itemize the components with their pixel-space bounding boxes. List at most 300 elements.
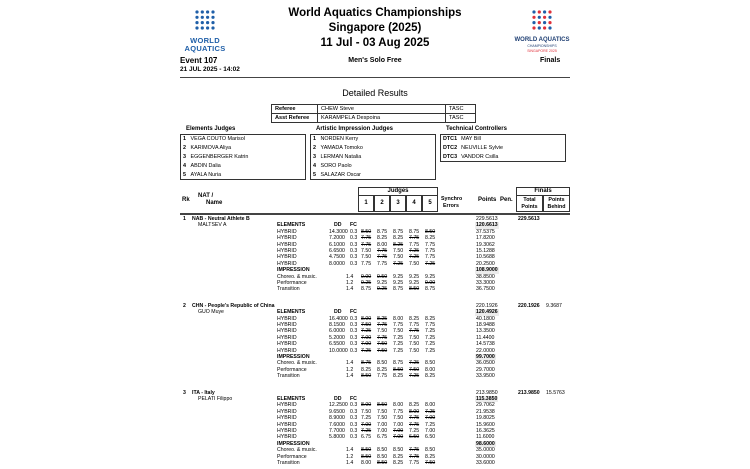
judge-score: 8.75 bbox=[393, 228, 404, 235]
col-dd-label: DD bbox=[334, 222, 342, 229]
judge-score: 8.00 bbox=[393, 315, 404, 322]
judge-score: 8.75 bbox=[409, 228, 420, 235]
element-fc: 0.3 bbox=[350, 260, 358, 267]
judge-score: 8.25 bbox=[425, 315, 436, 322]
col-nat: NAT / bbox=[198, 193, 214, 199]
judge-score: 8.25 bbox=[409, 402, 420, 409]
judge-score: 8.25 bbox=[409, 315, 420, 322]
element-label: HYBRID bbox=[277, 428, 297, 434]
judge-score: 9.25 bbox=[409, 280, 420, 286]
judge-score: 7.75 bbox=[409, 241, 420, 248]
element-points: 11.4400 bbox=[476, 334, 495, 341]
judge-score: 7.25 bbox=[409, 248, 420, 254]
judge-score: 7.50 bbox=[425, 460, 436, 466]
impression-label: IMPRESSION bbox=[277, 267, 310, 274]
element-points: 13.3500 bbox=[476, 328, 495, 335]
judge-number: 2 bbox=[313, 145, 316, 151]
judge-row bbox=[441, 153, 566, 162]
judge-score: 7.25 bbox=[393, 347, 404, 354]
judge-score: 7.25 bbox=[425, 334, 436, 341]
col-judge-3: 3 bbox=[396, 200, 400, 206]
element-dd: 6.0000 bbox=[329, 328, 345, 335]
judge-score: 8.75 bbox=[393, 286, 404, 293]
element-points: 29.7062 bbox=[476, 402, 495, 409]
impression-weight: 1.4 bbox=[346, 286, 354, 293]
judge-score: 7.75 bbox=[361, 260, 372, 267]
judge-row bbox=[441, 135, 566, 144]
judge-score: 7.50 bbox=[393, 254, 404, 261]
athlete-nat: NAB - Neutral Athlete B bbox=[192, 216, 250, 222]
judge-score: 7.75 bbox=[425, 241, 436, 248]
impression-points: 33.9500 bbox=[476, 373, 495, 380]
col-total: Total bbox=[523, 197, 536, 203]
element-dd: 7.7000 bbox=[329, 428, 345, 434]
element-fc: 0.3 bbox=[350, 241, 358, 248]
judge-score: 7.75 bbox=[409, 328, 420, 335]
element-fc: 0.3 bbox=[350, 235, 358, 242]
judge-score: 7.50 bbox=[409, 347, 420, 354]
rank: 3 bbox=[183, 389, 186, 396]
judge-score: 7.75 bbox=[425, 248, 436, 254]
event-datetime: 21 JUL 2025 - 14:02 bbox=[180, 66, 240, 73]
judge-score: 9.00 bbox=[425, 280, 436, 286]
elements-judges-title: Elements Judges bbox=[186, 126, 236, 132]
judge-score: 8.75 bbox=[393, 360, 404, 367]
athlete-nat: CHN - People's Republic of China bbox=[192, 302, 275, 309]
judge-score: 7.25 bbox=[393, 334, 404, 341]
judge-score: 7.50 bbox=[409, 260, 420, 267]
judge-score: 7.25 bbox=[425, 347, 436, 354]
judge-score: 7.25 bbox=[425, 328, 436, 335]
judge-score: 8.75 bbox=[425, 286, 436, 293]
impression-row bbox=[0, 373, 750, 379]
impression-points: 108.9000 bbox=[476, 267, 498, 274]
element-dd: 6.6500 bbox=[329, 248, 345, 254]
championship-dates: 11 Jul - 03 Aug 2025 bbox=[320, 37, 430, 49]
judge-score: 8.50 bbox=[361, 373, 372, 380]
judge-score: 9.25 bbox=[393, 280, 404, 286]
element-dd: 8.9000 bbox=[329, 415, 345, 422]
judge-row bbox=[181, 153, 306, 162]
judge-score: 7.25 bbox=[409, 254, 420, 261]
col-judge-4: 4 bbox=[412, 200, 416, 206]
impression-item-label: Choreo. & music. bbox=[277, 447, 317, 454]
impression-item-label: Performance bbox=[277, 280, 307, 286]
judge-score: 7.75 bbox=[377, 373, 388, 380]
element-label: HYBRID bbox=[277, 434, 297, 441]
col-penalty: Pen. bbox=[500, 197, 513, 203]
element-dd: 5.8000 bbox=[329, 434, 345, 441]
judge-number: 4 bbox=[313, 163, 316, 169]
element-points: 10.5688 bbox=[476, 254, 495, 261]
judge-score: 8.50 bbox=[361, 453, 372, 460]
element-points: 18.9488 bbox=[476, 322, 495, 328]
col-dd-label: DD bbox=[334, 396, 342, 402]
event-number: Event 107 bbox=[180, 56, 218, 65]
element-label: HYBRID bbox=[277, 248, 297, 254]
impression-points: 98.6000 bbox=[476, 440, 495, 447]
element-dd: 9.6500 bbox=[329, 408, 345, 415]
impression-weight: 1.4 bbox=[346, 447, 354, 454]
judge-score: 7.75 bbox=[393, 408, 404, 415]
element-label: HYBRID bbox=[277, 241, 297, 248]
judge-score: 7.00 bbox=[361, 341, 372, 348]
judge-score: 9.25 bbox=[361, 280, 372, 286]
judge-score: 7.00 bbox=[393, 421, 404, 428]
judge-row bbox=[441, 144, 566, 153]
judge-score: 7.75 bbox=[409, 322, 420, 328]
judge-score: 8.25 bbox=[393, 235, 404, 242]
judge-score: 7.50 bbox=[377, 328, 388, 335]
judge-score: 8.00 bbox=[361, 315, 372, 322]
section-title: Detailed Results bbox=[342, 88, 408, 98]
judge-score: 9.25 bbox=[393, 273, 404, 280]
element-points: 37.5375 bbox=[476, 228, 495, 235]
judge-score: 7.50 bbox=[361, 408, 372, 415]
judge-score: 7.50 bbox=[393, 248, 404, 254]
element-points: 15.1288 bbox=[476, 248, 495, 254]
results-header bbox=[180, 187, 570, 213]
judge-score: 8.50 bbox=[393, 366, 404, 373]
impression-points: 99.7000 bbox=[476, 354, 495, 360]
judge-score: 7.50 bbox=[393, 415, 404, 422]
col-total-points: Points bbox=[521, 204, 538, 210]
judge-number: DTC3 bbox=[443, 153, 458, 160]
logo-text-singapore: SINGAPORE 2025 bbox=[527, 49, 557, 53]
total-points: 229.5613 bbox=[518, 216, 540, 222]
logo-text-aquatics: AQUATICS bbox=[184, 44, 226, 53]
impression-points: 30.0000 bbox=[476, 453, 495, 460]
judge-score: 7.75 bbox=[377, 260, 388, 267]
judge-score: 7.75 bbox=[409, 421, 420, 428]
element-fc: 0.3 bbox=[350, 315, 358, 322]
judge-score: 8.50 bbox=[377, 360, 388, 367]
col-dd-label: DD bbox=[334, 309, 342, 316]
element-fc: 0.3 bbox=[350, 347, 358, 354]
element-dd: 8.0000 bbox=[329, 260, 345, 267]
impression-weight: 1.4 bbox=[346, 460, 354, 466]
total-points: 213.9850 bbox=[518, 389, 540, 396]
judge-score: 8.00 bbox=[361, 402, 372, 409]
judge-score: 7.75 bbox=[409, 415, 420, 422]
judge-score: 7.25 bbox=[409, 428, 420, 434]
judge-score: 7.25 bbox=[425, 408, 436, 415]
judge-score: 7.50 bbox=[361, 248, 372, 254]
impression-points: 36.7500 bbox=[476, 286, 495, 293]
element-points: 16.3625 bbox=[476, 428, 495, 434]
impression-item-label: Transition bbox=[277, 286, 300, 293]
judge-number: 3 bbox=[183, 154, 186, 160]
impression-item-label: Transition bbox=[277, 373, 300, 380]
judge-name: ABDIN Dalia bbox=[190, 163, 221, 169]
impression-weight: 1.2 bbox=[346, 453, 354, 460]
col-errors: Errors bbox=[443, 203, 459, 209]
element-fc: 0.3 bbox=[350, 421, 358, 428]
judge-score: 8.00 bbox=[425, 366, 436, 373]
judge-score: 9.25 bbox=[377, 286, 388, 293]
element-fc: 0.3 bbox=[350, 228, 358, 235]
athlete-nat: ITA - Italy bbox=[192, 389, 215, 396]
judge-score: 8.25 bbox=[393, 241, 404, 248]
element-label: HYBRID bbox=[277, 315, 297, 322]
impression-item-label: Choreo. & music. bbox=[277, 360, 317, 367]
judge-score: 8.25 bbox=[393, 453, 404, 460]
element-label: HYBRID bbox=[277, 322, 297, 328]
judge-score: 8.50 bbox=[377, 402, 388, 409]
judge-score: 8.75 bbox=[361, 360, 372, 367]
element-fc: 0.3 bbox=[350, 428, 358, 434]
world-aquatics-logo bbox=[180, 8, 230, 53]
judge-score: 8.50 bbox=[377, 453, 388, 460]
impression-item-label: Performance bbox=[277, 453, 307, 460]
judge-score: 9.50 bbox=[377, 273, 388, 280]
col-name: Name bbox=[206, 200, 223, 206]
col-fc-label: FC bbox=[350, 309, 357, 316]
judge-score: 8.25 bbox=[361, 366, 372, 373]
judge-score: 7.50 bbox=[409, 334, 420, 341]
element-fc: 0.3 bbox=[350, 341, 358, 348]
element-label: HYBRID bbox=[277, 334, 297, 341]
judge-name: NORDEN Kerry bbox=[320, 136, 359, 143]
judge-row bbox=[311, 162, 436, 171]
impression-label: IMPRESSION bbox=[277, 440, 310, 447]
judge-score: 7.00 bbox=[377, 421, 388, 428]
judge-score: 7.25 bbox=[361, 347, 372, 354]
judge-row bbox=[311, 153, 436, 162]
judge-score: 8.25 bbox=[425, 373, 436, 380]
judge-score: 6.50 bbox=[425, 434, 436, 441]
judge-score: 7.25 bbox=[393, 260, 404, 267]
element-label: HYBRID bbox=[277, 421, 297, 428]
col-synchro: Synchro bbox=[441, 196, 463, 202]
logo-text-world: WORLD bbox=[190, 36, 220, 45]
impression-weight: 1.4 bbox=[346, 273, 354, 280]
col-behind-points: Points bbox=[548, 197, 565, 203]
judge-score: 8.50 bbox=[425, 228, 436, 235]
element-label: HYBRID bbox=[277, 254, 297, 261]
referee-org: TASC bbox=[446, 105, 476, 114]
judge-score: 7.50 bbox=[393, 328, 404, 335]
athlete-name: GUO Muye bbox=[198, 309, 224, 316]
element-points: 11.6000 bbox=[476, 434, 495, 441]
judge-score: 8.50 bbox=[393, 447, 404, 454]
col-finals: Finals bbox=[534, 188, 552, 194]
judge-score: 8.00 bbox=[409, 408, 420, 415]
judge-row bbox=[181, 171, 306, 180]
referee-role: Referee bbox=[272, 105, 318, 114]
judge-row bbox=[181, 144, 306, 153]
judge-score: 7.75 bbox=[409, 235, 420, 242]
element-label: HYBRID bbox=[277, 347, 297, 354]
judge-score: 7.75 bbox=[409, 460, 420, 466]
judge-name: NEUVILLE Sylvie bbox=[461, 145, 504, 151]
element-fc: 0.3 bbox=[350, 254, 358, 261]
event-name: Men's Solo Free bbox=[348, 57, 402, 64]
event-phase: Finals bbox=[540, 57, 561, 64]
championships-mark-icon bbox=[530, 8, 554, 32]
judge-score: 8.00 bbox=[393, 402, 404, 409]
judge-score: 7.50 bbox=[409, 341, 420, 348]
element-fc: 0.3 bbox=[350, 328, 358, 335]
judge-score: 7.25 bbox=[361, 415, 372, 422]
element-points: 21.9538 bbox=[476, 408, 495, 415]
judge-score: 7.50 bbox=[361, 322, 372, 328]
elements-label: ELEMENTS bbox=[277, 309, 306, 316]
element-fc: 0.3 bbox=[350, 408, 358, 415]
judge-row bbox=[311, 135, 436, 144]
judge-number: 5 bbox=[313, 171, 316, 178]
judge-row bbox=[311, 171, 436, 180]
judge-score: 7.00 bbox=[393, 434, 404, 441]
col-points: Points bbox=[478, 197, 497, 203]
referee-name: KARAMPELA Despoina bbox=[318, 114, 446, 123]
judge-score: 7.25 bbox=[425, 341, 436, 348]
judge-score: 6.75 bbox=[361, 434, 372, 441]
judge-score: 8.25 bbox=[393, 373, 404, 380]
impression-points: 38.8500 bbox=[476, 273, 495, 280]
element-points: 22.0000 bbox=[476, 347, 495, 354]
judge-score: 8.00 bbox=[377, 241, 388, 248]
judge-number: 4 bbox=[183, 163, 186, 169]
championship-location: Singapore (2025) bbox=[328, 22, 422, 34]
championships-logo bbox=[512, 8, 572, 54]
element-points: 20.2500 bbox=[476, 260, 495, 267]
element-dd: 16.4000 bbox=[329, 315, 348, 322]
element-label: HYBRID bbox=[277, 402, 297, 409]
judge-row bbox=[181, 162, 306, 171]
judge-score: 9.00 bbox=[361, 273, 372, 280]
referee-table bbox=[271, 104, 476, 123]
impression-label: IMPRESSION bbox=[277, 354, 310, 360]
judge-score: 7.75 bbox=[425, 254, 436, 261]
judge-score: 7.50 bbox=[361, 254, 372, 261]
judge-score: 7.25 bbox=[361, 428, 372, 434]
athlete-name: PELATI Filippo bbox=[198, 396, 233, 402]
elements-points: 115.3850 bbox=[476, 396, 498, 402]
element-fc: 0.3 bbox=[350, 322, 358, 328]
logo-text-world-aquatics: WORLD AQUATICS bbox=[514, 37, 570, 43]
element-dd: 10.0000 bbox=[329, 347, 348, 354]
judge-score: 7.75 bbox=[377, 254, 388, 261]
header-divider bbox=[180, 77, 570, 78]
impression-item-label: Transition bbox=[277, 460, 300, 466]
judge-number: DTC1 bbox=[443, 136, 458, 143]
world-aquatics-mark-icon bbox=[193, 8, 217, 32]
judge-score: 8.75 bbox=[377, 228, 388, 235]
judge-score: 8.50 bbox=[361, 447, 372, 454]
judge-score: 7.50 bbox=[377, 341, 388, 348]
impression-row bbox=[0, 460, 750, 466]
referee-org: TASC bbox=[446, 114, 476, 123]
judge-score: 7.75 bbox=[425, 322, 436, 328]
judge-score: 7.25 bbox=[409, 360, 420, 367]
judge-score: 6.50 bbox=[409, 434, 420, 441]
element-label: HYBRID bbox=[277, 328, 297, 335]
impression-points: 29.7000 bbox=[476, 366, 495, 373]
element-dd: 12.2500 bbox=[329, 402, 348, 409]
judge-number: 1 bbox=[183, 136, 186, 143]
athlete-name: MALTSEV A bbox=[198, 222, 227, 229]
element-dd: 7.2000 bbox=[329, 235, 345, 242]
element-fc: 0.3 bbox=[350, 334, 358, 341]
impression-item-label: Performance bbox=[277, 366, 307, 373]
element-label: HYBRID bbox=[277, 415, 297, 422]
impression-judges-title: Artistic Impression Judges bbox=[316, 126, 394, 132]
impression-points: 36.0500 bbox=[476, 360, 495, 367]
judge-score: 7.25 bbox=[393, 341, 404, 348]
judge-score: 7.00 bbox=[425, 415, 436, 422]
judge-name: KARIMOVA Aliya bbox=[190, 145, 232, 151]
judge-score: 7.00 bbox=[361, 334, 372, 341]
judge-name: AYALA Nuria bbox=[190, 171, 222, 178]
elements-judges-table bbox=[180, 134, 306, 180]
elements-points: 120.6613 bbox=[476, 222, 498, 229]
judge-score: 8.25 bbox=[393, 460, 404, 466]
element-points: 15.9600 bbox=[476, 421, 495, 428]
judge-name: LERMAN Natalia bbox=[320, 154, 362, 160]
judge-score: 7.00 bbox=[425, 428, 436, 434]
impression-item-label: Choreo. & music. bbox=[277, 273, 317, 280]
element-label: HYBRID bbox=[277, 228, 297, 235]
elements-label: ELEMENTS bbox=[277, 396, 306, 402]
points-behind: 15.5763 bbox=[546, 389, 565, 396]
judge-score: 8.25 bbox=[425, 453, 436, 460]
col-judge-2: 2 bbox=[380, 200, 384, 206]
judge-name: MAY Bill bbox=[461, 136, 481, 143]
element-fc: 0.3 bbox=[350, 434, 358, 441]
element-points: 19.8025 bbox=[476, 415, 495, 422]
impression-points: 35.0000 bbox=[476, 447, 495, 454]
judge-score: 7.75 bbox=[377, 248, 388, 254]
judge-score: 7.75 bbox=[361, 235, 372, 242]
referee-name: CHEW Steve bbox=[318, 105, 446, 114]
judge-name: SORO Paolo bbox=[320, 163, 352, 169]
judge-score: 7.25 bbox=[361, 328, 372, 335]
judge-score: 8.25 bbox=[377, 366, 388, 373]
judge-score: 7.50 bbox=[377, 408, 388, 415]
judge-score: 7.75 bbox=[409, 453, 420, 460]
total-points: 220.1926 bbox=[518, 302, 540, 309]
technical-controllers-table bbox=[440, 134, 566, 162]
impression-points: 33.3000 bbox=[476, 280, 495, 286]
judge-score: 8.00 bbox=[361, 460, 372, 466]
element-fc: 0.3 bbox=[350, 248, 358, 254]
judge-score: 8.50 bbox=[409, 286, 420, 293]
element-label: HYBRID bbox=[277, 235, 297, 242]
col-judge-5: 5 bbox=[428, 200, 432, 206]
referee-role: Asst Referee bbox=[272, 114, 318, 123]
judge-name: EGGENBERGER Katrin bbox=[190, 154, 249, 160]
element-points: 40.1800 bbox=[476, 315, 495, 322]
judge-score: 8.25 bbox=[377, 235, 388, 242]
judge-score: 7.00 bbox=[361, 421, 372, 428]
judge-score: 8.75 bbox=[361, 286, 372, 293]
impression-weight: 1.4 bbox=[346, 373, 354, 380]
judge-name: SALAZAR Oscar bbox=[320, 171, 361, 178]
referee-row bbox=[272, 105, 476, 114]
judge-score: 8.25 bbox=[425, 235, 436, 242]
element-dd: 6.1000 bbox=[329, 241, 345, 248]
element-points: 17.8200 bbox=[476, 235, 495, 242]
element-points: 14.5738 bbox=[476, 341, 495, 348]
athlete-points: 229.5613 bbox=[476, 216, 498, 222]
judge-number: DTC2 bbox=[443, 145, 458, 151]
judge-score: 8.50 bbox=[425, 360, 436, 367]
col-fc-label: FC bbox=[350, 396, 357, 402]
element-fc: 0.3 bbox=[350, 402, 358, 409]
judge-score: 7.75 bbox=[393, 322, 404, 328]
judge-number: 2 bbox=[183, 145, 186, 151]
